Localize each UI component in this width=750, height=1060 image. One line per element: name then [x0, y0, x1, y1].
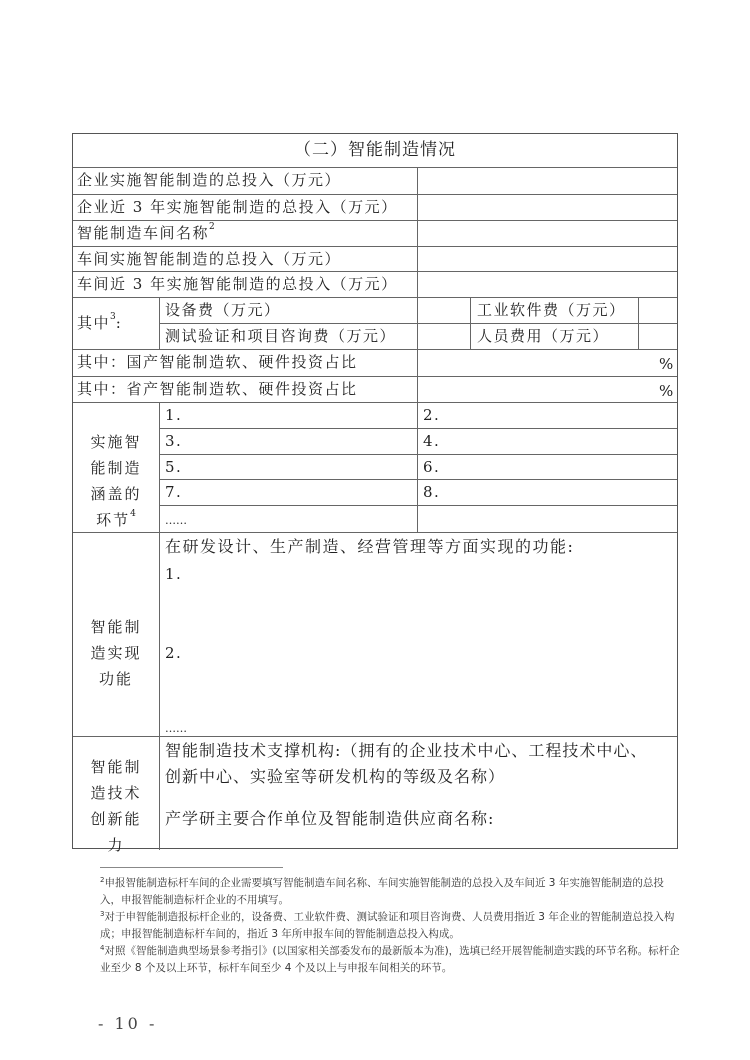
footnote-4: [100, 943, 680, 977]
functions-prompt: 在研发设计、生产制造、经营管理等方面实现的功能:: [165, 537, 575, 556]
row-divider: [159, 505, 677, 506]
page-number: - 10 -: [98, 1014, 158, 1033]
label-breakdown: [77, 297, 122, 349]
label-coverage: [73, 429, 159, 533]
column-divider: [159, 402, 160, 850]
row-divider: [73, 736, 677, 737]
innovation-line-2: 创新中心、实验室等研发机构的等级及名称）: [165, 767, 506, 786]
label-total-investment: 企业实施智能制造的总投入（万元）: [77, 171, 342, 189]
row-divider: [73, 532, 677, 533]
field-workshop-investment[interactable]: [418, 247, 677, 271]
label-equipment-fee: 设备费（万元）: [165, 301, 281, 319]
functions-item-2[interactable]: 2.: [165, 644, 183, 662]
coverage-ellipsis: ……: [165, 514, 187, 527]
coverage-item-7[interactable]: 7.: [165, 483, 183, 501]
label-domestic-ratio: 其中：国产智能制造软、硬件投资占比: [77, 353, 358, 371]
coverage-item-4[interactable]: 4.: [423, 432, 441, 450]
field-domestic-ratio[interactable]: [418, 350, 677, 376]
functions-ellipsis: ……: [165, 722, 187, 735]
coverage-item-2[interactable]: 2.: [423, 406, 441, 424]
footnote-text: 对于申智能制造报标杆企业的，设备费、工业软件费、测试验证和项目咨询费、人员费用指近 3 年企业的智能制造总投入构成；申报智能制造标杆车间的，指近 3 年所申报车间的智能制造总投入构成。: [100, 911, 675, 940]
column-divider: [159, 297, 160, 349]
functions-item-1[interactable]: 1.: [165, 565, 183, 583]
field-personnel-fee[interactable]: [639, 324, 677, 349]
footnote-text: 申报智能制造标杆车间的企业需要填写智能制造车间名称、车间实施智能制造的总投入及车间近 3 年实施智能制造的总投入，申报智能制造标杆企业的不用填写。: [100, 877, 664, 906]
coverage-item-5[interactable]: 5.: [165, 458, 183, 476]
label-workshop-investment: 车间实施智能制造的总投入（万元）: [77, 250, 342, 268]
percent-sign: %: [659, 355, 675, 373]
field-provincial-ratio[interactable]: [418, 377, 677, 402]
footnote-3: [100, 909, 680, 943]
label-functions: 智能制造实现功能: [90, 618, 142, 688]
field-total-investment-3y[interactable]: [418, 195, 677, 220]
label-innovation: 智能制造技术创新能力: [90, 758, 142, 854]
percent-sign: %: [659, 382, 675, 400]
coverage-item-6[interactable]: 6.: [423, 458, 441, 476]
field-total-investment[interactable]: [418, 168, 677, 194]
label-total-investment-3y: 企业近 3 年实施智能制造的总投入（万元）: [77, 198, 398, 216]
footnote-ref: 2: [209, 222, 215, 232]
innovation-line-1: 智能制造技术支撑机构:（拥有的企业技术中心、工程技术中心、: [165, 741, 648, 760]
coverage-item-3[interactable]: 3.: [165, 432, 183, 450]
colon: :: [115, 314, 123, 332]
field-software-fee[interactable]: [639, 298, 677, 323]
footnote-text: 对照《智能制造典型场景参考指引》(以国家相关部委发布的最新版本为准)，选填已经开展智能制造实践的环节名称。标杆企业至少 8 个及以上环节，标杆车间至少 4 个及以上与申报车间相关的环节。: [100, 945, 680, 974]
section-title: （二）智能制造情况: [294, 140, 456, 160]
coverage-item-8[interactable]: 8.: [423, 483, 441, 501]
label-personnel-fee: 人员费用（万元）: [477, 327, 610, 345]
footnote-ref: 4: [130, 509, 136, 519]
label-text: 智能制造车间名称: [77, 224, 210, 242]
footnote-number: 3: [100, 910, 105, 918]
label-testing-fee: 测试验证和项目咨询费（万元）: [165, 327, 397, 345]
field-testing-fee[interactable]: [418, 324, 470, 349]
footnote-separator: [100, 867, 283, 868]
label-workshop-investment-3y: 车间近 3 年实施智能制造的总投入（万元）: [77, 275, 398, 293]
column-divider: [470, 297, 471, 349]
label-provincial-ratio: 其中：省产智能制造软、硬件投资占比: [77, 380, 358, 398]
footnote-number: 4: [100, 944, 105, 952]
footnote-2: [100, 875, 680, 909]
innovation-line-3: 产学研主要合作单位及智能制造供应商名称:: [165, 809, 495, 828]
footnote-number: 2: [100, 876, 105, 884]
field-workshop-name[interactable]: [418, 221, 677, 246]
field-equipment-fee[interactable]: [418, 298, 470, 323]
field-workshop-investment-3y[interactable]: [418, 272, 677, 297]
label-workshop-name: [77, 220, 215, 246]
label-text: 实施智能制造涵盖的环节: [90, 433, 142, 529]
label-text: 其中: [77, 314, 111, 332]
coverage-item-1[interactable]: 1.: [165, 406, 183, 424]
intelligent-manufacturing-table: [72, 133, 678, 854]
footnote-ref: 3: [110, 312, 116, 322]
label-software-fee: 工业软件费（万元）: [477, 301, 626, 319]
